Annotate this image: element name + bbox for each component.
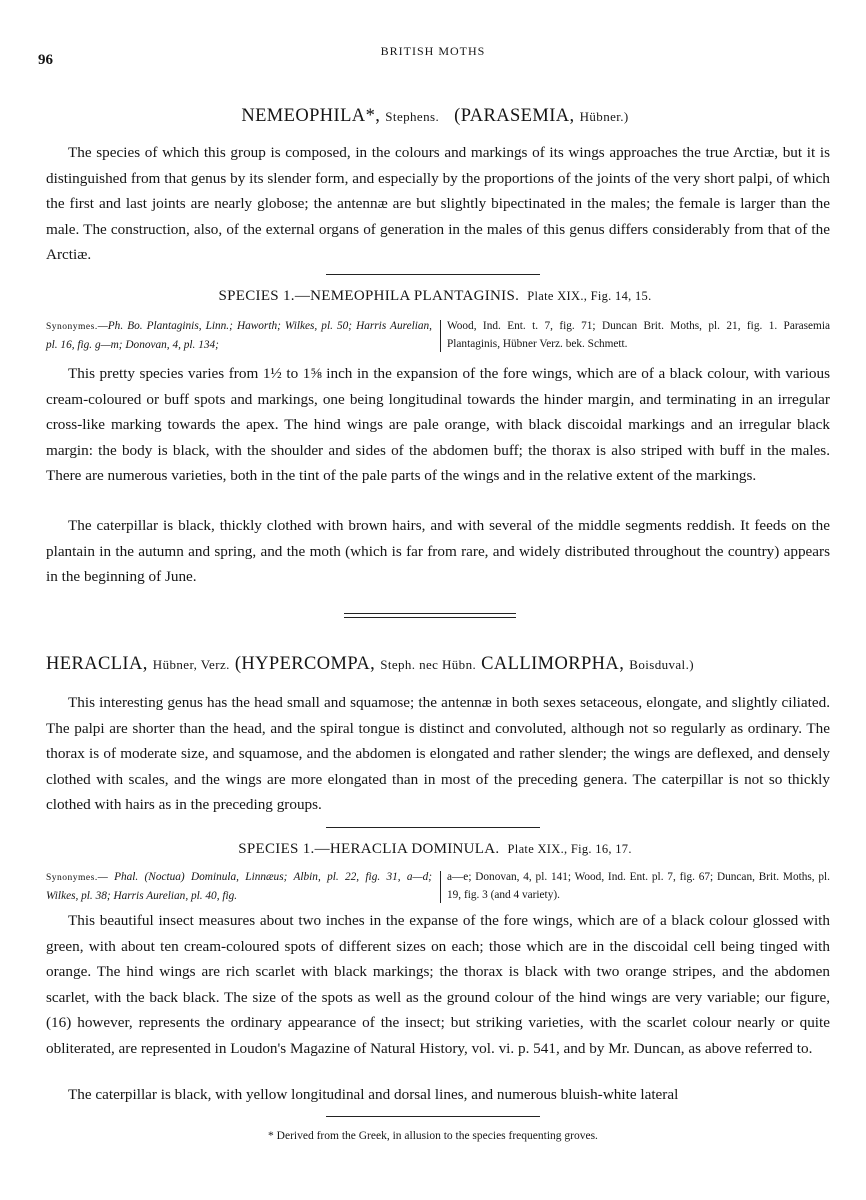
species-title: SPECIES 1.—HERACLIA DOMINULA. xyxy=(238,841,500,857)
synonym-authority-1: Steph. nec Hübn. xyxy=(380,657,477,672)
genus-description: This interesting genus has the head small and squamose; the antennæ in both sexes setaceous, elongate, and slightly ciliated. The palpi are shorter than the head, and the spiral tongue is distinct and convoluted, although not so regularly as ordinary. The thorax is of moderate size, and squamose, and the abdomen is elongated and rather slender; the wings are deflexed, and densely clothed with scales, and the wings are more elongated than in most of the preceding genera. The caterpillar is not so thickly clothed with hairs as in the preceding groups. xyxy=(46,694,830,813)
genus-description: The species of which this group is composed, in the colours and markings of its wings approaches the true Arctiæ, but it is distinguished from that genus by its slender form, and especially by the proportions of the joints of the very short palpi, of which the first and last joints are nearly globose; the antennæ are but slightly bipectinated in the males; the female is larger than the male. The construction, also, of the external organs of generation in the males of this genus differs considerably from that of the Arctiæ. xyxy=(46,144,830,263)
genus-heading-nemeophila: NEMEOPHILA*, Stephens. (PARASEMIA, Hübner.) xyxy=(241,106,629,126)
page-number: 96 xyxy=(38,52,53,68)
synonyms-block xyxy=(46,869,830,905)
footnote-mark: * xyxy=(365,106,376,126)
synonyms-left xyxy=(46,869,440,905)
footnote: * Derived from the Greek, in allusion to the species frequenting groves. xyxy=(268,1130,598,1142)
running-head: BRITISH MOTHS xyxy=(380,44,486,58)
species-heading-dominula xyxy=(40,841,830,858)
genus-heading-heraclia xyxy=(46,654,836,675)
species-plate: Plate XIX., Fig. 16, 17. xyxy=(507,842,632,856)
synonym-genus-2: CALLIMORPHA, xyxy=(481,654,625,674)
column-divider xyxy=(440,871,441,903)
synonym-genus-1: (HYPERCOMPA, xyxy=(234,654,376,674)
species-title: SPECIES 1.—NEMEOPHILA PLANTAGINIS. xyxy=(218,288,520,304)
synonyms-right: Wood, Ind. Ent. t. 7, fig. 71; Duncan Brit. Moths, pl. 21, fig. 1. Parasemia Plantaginis, Hübner Verz. bek. Schmett. xyxy=(447,320,830,350)
genus-name: HERACLIA, xyxy=(46,654,148,674)
synonym-authority-2: Boisduval.) xyxy=(629,657,694,672)
double-rule-bottom xyxy=(344,617,516,618)
synonyms-label: Synonymes. xyxy=(46,873,98,883)
genus-name: NEMEOPHILA xyxy=(241,106,366,126)
caterpillar-description: The caterpillar is black, with yellow longitudinal and dorsal lines, and numerous bluish-white lateral xyxy=(68,1086,679,1103)
species-heading-plantaginis xyxy=(40,288,830,305)
species-description: This pretty species varies from 1½ to 1⅝ inch in the expansion of the fore wings, which are of a black colour, with various cream-coloured or buff spots and markings, one being longitudinal towards the hinder margin, and terminating in an irregular cross-like marking towards the apex. The hind wings are pale orange, with black discoidal markings and an irregular black margin: the body is black, with the shoulder and sides of the abdomen buff; the thorax is also striped with buff in the males. There are numerous varieties, both in the tint of the pale parts of the wings and in the relative extent of the markings. xyxy=(46,365,830,484)
synonym-authority: Hübner.) xyxy=(579,109,629,124)
genus-authority: Stephens. xyxy=(385,109,440,124)
synonyms-right: a—e; Donovan, 4, pl. 141; Wood, Ind. Ent. pl. 7, fig. 67; Duncan, Brit. Moths, pl. 19, fig. 3 (and 4 variety). xyxy=(447,871,830,901)
synonym-genus: (PARASEMIA, xyxy=(454,106,575,126)
synonyms-left xyxy=(46,318,440,354)
genus-authority: Hübner, Verz. xyxy=(152,657,230,672)
double-rule-top xyxy=(344,613,516,614)
section-rule xyxy=(326,827,540,828)
synonyms-left-text: —Ph. Bo. Plantaginis, Linn.; Haworth; Wilkes, pl. 50; Harris Aurelian, pl. 16, fig. g—m; Donovan, 4, pl. 134; xyxy=(46,320,432,351)
section-rule xyxy=(326,274,540,275)
caterpillar-description: The caterpillar is black, thickly clothed with brown hairs, and with several of the middle segments reddish. It feeds on the plantain in the autumn and spring, and the moth (which is far from rare, and widely distributed throughout the country) appears in the beginning of June. xyxy=(46,517,830,585)
synonyms-block xyxy=(46,318,830,354)
column-divider xyxy=(440,320,441,352)
species-description: This beautiful insect measures about two inches in the expanse of the fore wings, which are of a black colour glossed with green, with about ten cream-coloured spots of different sizes on each; those which are in the discoidal cell being tinged with orange. The hind wings are rich scarlet with black markings; the thorax is black with two orange stripes, and the abdomen scarlet, with the back black. The size of the spots as well as the ground colour of the hind wings are very variable; our figure, (16) however, represents the ordinary appearance of the insect; but striking varieties, with the scarlet colour nearly or quite obliterated, are represented in Loudon's Magazine of Natural History, vol. vi. p. 541, and by Mr. Duncan, as above referred to. xyxy=(46,912,830,1057)
synonyms-left-text: — Phal. (Noctua) Dominula, Linnæus; Albin, pl. 22, fig. 31, a—d; Wilkes, pl. 38; Harris Aurelian, pl. 40, fig. xyxy=(46,871,432,902)
footnote-rule xyxy=(326,1116,540,1117)
synonyms-label: Synonymes. xyxy=(46,322,98,332)
species-plate: Plate XIX., Fig. 14, 15. xyxy=(527,289,652,303)
